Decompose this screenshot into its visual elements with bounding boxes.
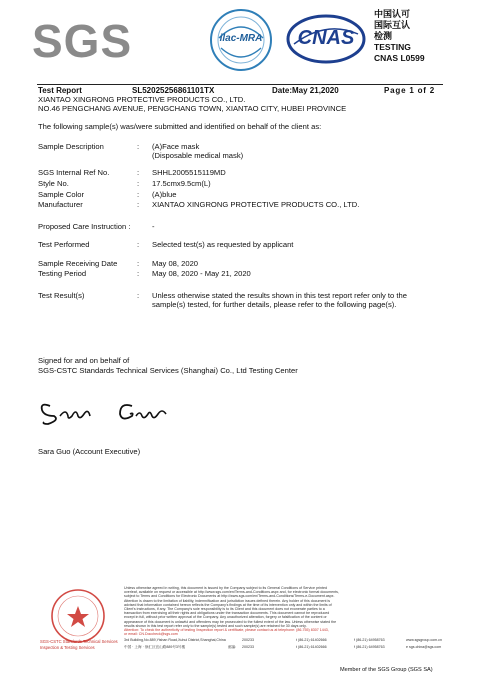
disclaimer-line: results shown in this test report refer only to the sample(s) tested and such sample(s) are retained for 30 days only.: [124, 623, 307, 628]
sample-description-value-1: (A)Face mask: [152, 142, 200, 151]
handwritten-signature: [36, 392, 186, 432]
sample-color-value: (A)blue: [152, 190, 177, 199]
sgs-logo: [32, 15, 134, 67]
manufacturer-value: XIANTAO XINGRONG PROTECTIVE PRODUCTS CO., LTD.: [152, 200, 360, 209]
receiving-date-label: Sample Receiving Date: [38, 259, 118, 268]
receiving-date-value: May 08, 2020: [152, 259, 199, 268]
colon: :: [137, 179, 140, 188]
page-number: Page 1 of 2: [384, 86, 436, 95]
signature-icon: [36, 392, 186, 432]
sgs-logo-text: SGS: [32, 15, 133, 67]
colon: :: [137, 168, 140, 177]
client-address: NO.46 PENGCHANG AVENUE, PENGCHANG TOWN, XIANTAO CITY, HUBEI PROVINCE: [38, 104, 347, 113]
test-performed-value: Selected test(s) as requested by applicant: [152, 240, 294, 249]
care-instruction-label: Proposed Care Instruction :: [38, 222, 131, 231]
testing-label: TESTING: [374, 42, 411, 52]
report-label: Test Report: [38, 86, 82, 95]
stamp-text-2: Inspection & Testing Services: [40, 645, 95, 650]
email: e sgs.china@sgs.com: [406, 645, 442, 649]
cnas-logo: [286, 14, 366, 64]
disclaimer-line: Client's instructions, if any. The Company's sole responsibility is to its Client and this document does not exonerate parties to a: [124, 607, 325, 612]
fax-en: f (86-21) 64958763: [354, 638, 385, 642]
testing-period-label: Testing Period: [38, 269, 87, 278]
colon: :: [137, 291, 140, 300]
footer-address-en: [124, 638, 444, 644]
signer-name: Sara Guo (Account Executive): [38, 447, 141, 456]
address-cn: 中国 · 上海 · 徐汇区宜山路889号3号楼: [124, 645, 186, 649]
stamp-text-1: SGS-CSTC Standards Technical Services: [40, 639, 118, 644]
disclaimer-line: subject to Terms and Conditions for Electronic Documents at http://www.sgs.com/en/Terms-and-Conditions/Terms-e-Document.aspx.: [124, 594, 335, 599]
colon: :: [137, 259, 140, 268]
zip-cn: 200233: [242, 645, 254, 649]
zip-en: 200233: [242, 638, 254, 642]
intro-text: The following sample(s) was/were submitted and identified on behalf of the client as:: [38, 122, 322, 131]
report-number: SL52025256861101TX: [132, 86, 215, 95]
sample-description-label: Sample Description: [38, 142, 104, 151]
disclaimer-line: transaction from exercising all their rights and obligations under the transaction documents. This document cannot be reproduced: [124, 611, 330, 616]
testing-period-value: May 08, 2020 - May 21, 2020: [152, 269, 251, 278]
sample-color-label: Sample Color: [38, 190, 85, 199]
sgs-ref-label: SGS Internal Ref No.: [38, 168, 110, 177]
ilac-mra-logo: [209, 8, 273, 72]
company-stamp: [50, 588, 106, 644]
accreditation-block: [374, 9, 454, 64]
disclaimer-line: overleaf, available on request or accessible at http://www.sgs.com/en/Terms-and-Conditions.aspx and, for electronic format documents,: [124, 590, 339, 595]
signed-on-behalf: Signed for and on behalf of: [38, 356, 130, 365]
colon: :: [137, 240, 140, 249]
test-results-label: Test Result(s): [38, 291, 85, 300]
cnas-logo-text: CNAS: [297, 27, 355, 49]
cn-accreditation-line-1: 中国认可: [374, 9, 411, 19]
disclaimer-line: appearance of this document is unlawful and offenders may be prosecuted to the fullest extent of the law. Unless otherwise stated the: [124, 619, 337, 624]
test-results-value-2: sample(s) tested, for further details, please refer to the following page(s).: [152, 300, 397, 309]
footer-disclaimer: [124, 586, 444, 636]
sgs-group-member: Member of the SGS Group (SGS SA): [340, 667, 433, 673]
care-instruction-value: -: [152, 222, 155, 231]
authenticity-attention: Attention: To check the authenticity of testing /inspection report & certificate, please contact us at telephone: (86-755) 8307 1443,: [124, 628, 329, 633]
style-no-label: Style No.: [38, 179, 69, 188]
report-date: Date:May 21,2020: [272, 86, 339, 95]
colon: :: [137, 190, 140, 199]
footer-address-cn: [124, 645, 444, 651]
disclaimer-line: Unless otherwise agreed in writing, this document is issued by the Company subject to its General Conditions of Service printed: [124, 586, 327, 590]
disclaimer-line: Attention is drawn to the limitation of liability, indemnification and jurisdiction issues defined therein. Any holder of this document is: [124, 598, 331, 603]
authenticity-email: or email: CN.Doccheck@sgs.com: [124, 632, 178, 637]
colon: :: [137, 200, 140, 209]
signing-company: SGS-CSTC Standards Technical Services (Shanghai) Co., Ltd Testing Center: [38, 366, 298, 375]
fax-cn: f (86-21) 64958763: [354, 645, 385, 649]
disclaimer-line: advised that information contained hereon reflects the Company's findings at the time of its intervention only and within the limits of: [124, 602, 332, 607]
tel-en: t (86-21) 61402666: [296, 638, 327, 642]
zip-label-cn: 邮编:: [228, 645, 237, 649]
red-seal-stamp-icon: [50, 588, 106, 644]
header-rule-top: [37, 84, 443, 85]
disclaimer-line: except in full, without prior written approval of the Company. Any unauthorized alteration, forgery or falsification of the content or: [124, 615, 327, 620]
test-results-value-1: Unless otherwise stated the results shown in this test report refer only to the: [152, 291, 407, 300]
colon: :: [137, 269, 140, 278]
cn-accreditation-line-3: 检测: [374, 31, 393, 41]
colon: :: [137, 142, 140, 151]
sample-description-value-2: (Disposable medical mask): [152, 151, 244, 160]
cnas-number: CNAS L0599: [374, 53, 425, 63]
sgs-ref-value: SHHL2005515119MD: [152, 168, 226, 177]
style-no-value: 17.5cmx9.5cm(L): [152, 179, 211, 188]
cn-accreditation-line-2: 国际互认: [374, 20, 411, 30]
address-en: 3rd Building,No.889,Yishan Road,Xuhui District,Shanghai,China: [124, 638, 226, 642]
manufacturer-label: Manufacturer: [38, 200, 83, 209]
client-company: XIANTAO XINGRONG PROTECTIVE PRODUCTS CO., LTD.: [38, 95, 246, 104]
test-performed-label: Test Performed: [38, 240, 90, 249]
tel-cn: t (86-21) 61402666: [296, 645, 327, 649]
website: www.sgsgroup.com.cn: [406, 638, 442, 642]
ilac-mra-text: ilac-MRA: [219, 33, 263, 44]
